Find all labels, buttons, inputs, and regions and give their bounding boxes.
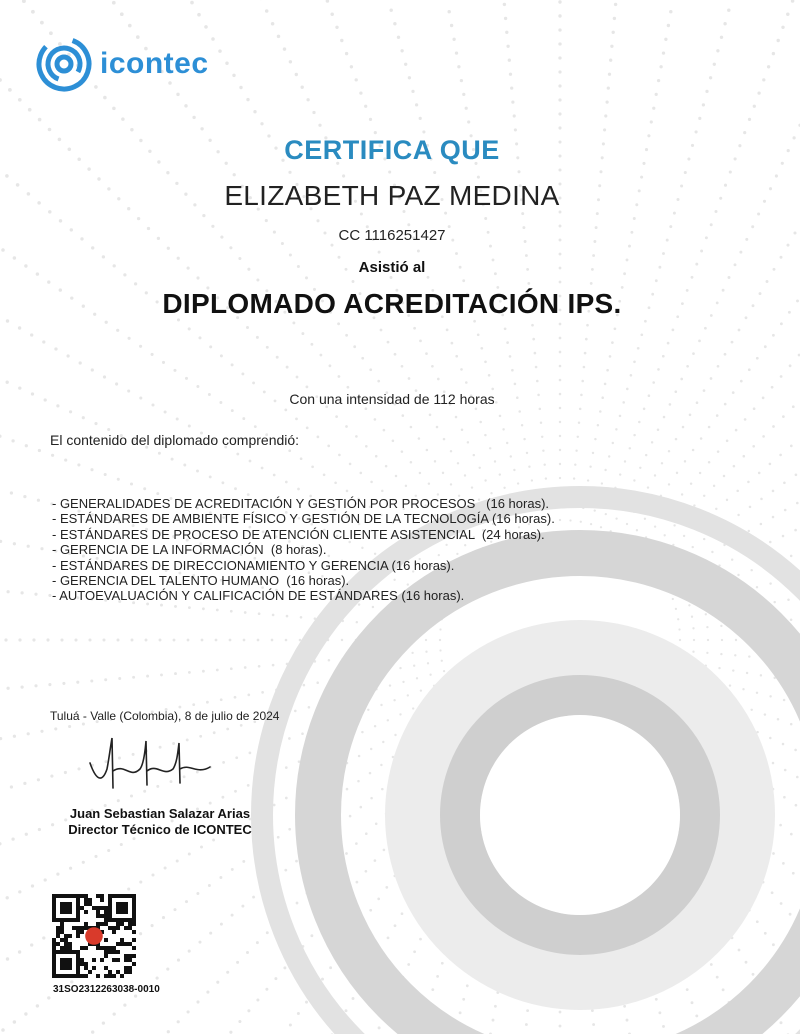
- verification-code: 31SO2312263038-0010: [53, 984, 160, 995]
- signer-title: Director Técnico de ICONTEC: [68, 822, 252, 837]
- list-item: - GERENCIA DE LA INFORMACIÓN (8 horas).: [52, 542, 327, 558]
- qr-code[interactable]: [52, 894, 136, 978]
- recipient-document-id: CC 1116251427: [338, 227, 446, 244]
- list-item: - ESTÁNDARES DE DIRECCIONAMIENTO Y GERENCIA (16 horas).: [52, 557, 455, 573]
- list-item: - GENERALIDADES DE ACREDITACIÓN Y GESTIÓN POR PROCESOS (16 horas).: [52, 496, 550, 511]
- list-item: - GERENCIA DEL TALENTO HUMANO (16 horas).: [52, 573, 350, 589]
- program-intensity: Con una intensidad de 112 horas: [289, 391, 495, 407]
- list-item: - ESTÁNDARES DE AMBIENTE FÍSICO Y GESTIÓN DE LA TECNOLOGÍA (16 horas).: [52, 511, 555, 527]
- icontec-logo: [36, 36, 209, 92]
- handwritten-signature: [85, 733, 215, 793]
- signer-name: Juan Sebastian Salazar Arias: [69, 806, 251, 821]
- content-intro: El contenido del diplomado comprendió:: [50, 432, 300, 448]
- module-list: [52, 496, 555, 604]
- attendance-text: Asistió al: [358, 259, 426, 276]
- icontec-logo-icon: [36, 36, 92, 92]
- logo-wordmark: icontec: [100, 47, 209, 80]
- place-and-date: Tuluá - Valle (Colombia), 8 de julio de 2024: [50, 709, 280, 723]
- list-item: - AUTOEVALUACIÓN Y CALIFICACIÓN DE ESTÁNDARES (16 horas).: [52, 588, 465, 604]
- program-title: DIPLOMADO ACREDITACIÓN IPS.: [162, 288, 622, 319]
- list-item: - ESTÁNDARES DE PROCESO DE ATENCIÓN CLIENTE ASISTENCIAL (24 horas).: [52, 526, 545, 542]
- certificate-heading: CERTIFICA QUE: [284, 135, 500, 165]
- recipient-name: ELIZABETH PAZ MEDINA: [224, 180, 560, 211]
- center-disc: [480, 715, 680, 915]
